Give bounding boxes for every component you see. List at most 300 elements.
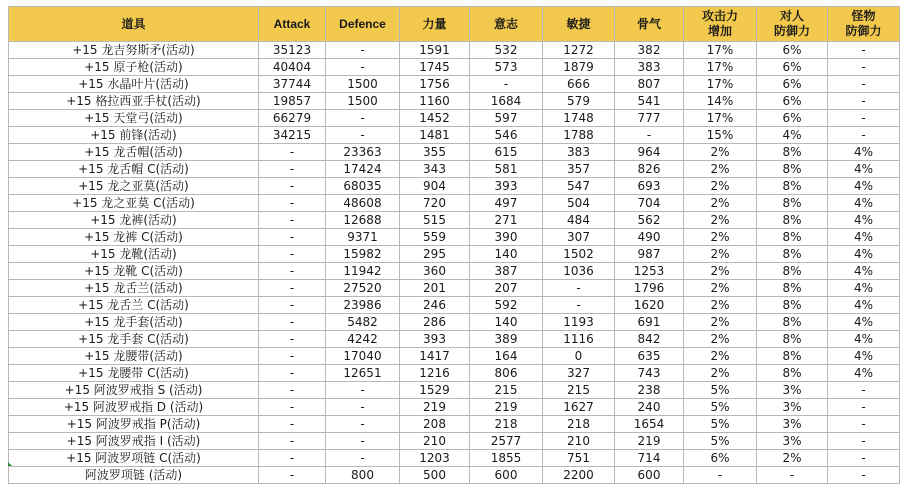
cell-attack[interactable]: - <box>259 450 326 467</box>
cell-will[interactable]: 218 <box>470 416 543 433</box>
cell-pvp-defence[interactable]: 2% <box>757 450 828 467</box>
table-row <box>9 348 900 365</box>
cell-monster-defence[interactable]: - <box>828 416 900 433</box>
cell-strength[interactable]: 393 <box>400 331 470 348</box>
table-row <box>9 297 900 314</box>
cell-will[interactable]: 390 <box>470 229 543 246</box>
cell-attack-increase[interactable]: 17% <box>684 110 757 127</box>
cell-item[interactable]: +15 龙靴(活动) <box>9 246 259 263</box>
cell-agility[interactable]: 1272 <box>543 42 615 59</box>
cell-will[interactable]: 1684 <box>470 93 543 110</box>
cell-pvp-defence[interactable]: 6% <box>757 93 828 110</box>
cell-agility[interactable]: - <box>543 297 615 314</box>
cell-spirit[interactable]: 238 <box>615 382 684 399</box>
cell-will[interactable]: 393 <box>470 178 543 195</box>
cell-attack-increase[interactable]: 17% <box>684 42 757 59</box>
cell-spirit[interactable]: 562 <box>615 212 684 229</box>
cell-spirit[interactable]: 693 <box>615 178 684 195</box>
cell-will[interactable]: 389 <box>470 331 543 348</box>
table-row <box>9 127 900 144</box>
cell-item[interactable]: +15 阿波罗戒指 S (活动) <box>9 382 259 399</box>
cell-attack[interactable]: 40404 <box>259 59 326 76</box>
cell-attack[interactable]: 35123 <box>259 42 326 59</box>
header-monster-defence[interactable] <box>828 7 900 42</box>
header-agility[interactable] <box>543 7 615 42</box>
cell-pvp-defence[interactable]: 3% <box>757 416 828 433</box>
cell-spirit[interactable]: 1796 <box>615 280 684 297</box>
cell-item[interactable]: +15 龙舌兰 C(活动) <box>9 297 259 314</box>
cell-item[interactable]: +15 龙腰带(活动) <box>9 348 259 365</box>
cell-item[interactable]: +15 龙舌兰(活动) <box>9 280 259 297</box>
table-row <box>9 263 900 280</box>
cell-monster-defence[interactable]: - <box>828 450 900 467</box>
cell-agility[interactable]: 1879 <box>543 59 615 76</box>
cell-pvp-defence[interactable]: 8% <box>757 348 828 365</box>
cell-strength[interactable]: 1745 <box>400 59 470 76</box>
cell-strength[interactable]: 295 <box>400 246 470 263</box>
cell-attack-increase[interactable]: 2% <box>684 195 757 212</box>
cell-pvp-defence[interactable]: 6% <box>757 76 828 93</box>
cell-item[interactable]: +15 龙之亚莫(活动) <box>9 178 259 195</box>
cell-spirit[interactable]: 743 <box>615 365 684 382</box>
cell-attack[interactable]: - <box>259 433 326 450</box>
header-label: 对人 <box>779 9 804 23</box>
cell-strength[interactable]: 1529 <box>400 382 470 399</box>
cell-defence[interactable]: - <box>326 433 400 450</box>
header-defence[interactable] <box>326 7 400 42</box>
cell-pvp-defence[interactable]: 8% <box>757 331 828 348</box>
cell-attack-increase[interactable]: 2% <box>684 178 757 195</box>
cell-defence[interactable]: - <box>326 59 400 76</box>
cell-agility[interactable]: 357 <box>543 161 615 178</box>
cell-strength[interactable]: 219 <box>400 399 470 416</box>
cell-strength[interactable]: 1216 <box>400 365 470 382</box>
cell-spirit[interactable]: 691 <box>615 314 684 331</box>
header-item[interactable] <box>9 7 259 42</box>
cell-will[interactable]: 546 <box>470 127 543 144</box>
cell-agility[interactable]: 2200 <box>543 467 615 484</box>
cell-agility[interactable]: 579 <box>543 93 615 110</box>
cell-item[interactable]: +15 阿波罗戒指 P(活动) <box>9 416 259 433</box>
cell-attack[interactable]: - <box>259 229 326 246</box>
cell-attack[interactable]: - <box>259 280 326 297</box>
cell-monster-defence[interactable]: - <box>828 399 900 416</box>
cell-agility[interactable]: 215 <box>543 382 615 399</box>
cell-will[interactable]: 532 <box>470 42 543 59</box>
cell-monster-defence[interactable]: 4% <box>828 331 900 348</box>
cell-pvp-defence[interactable]: 3% <box>757 433 828 450</box>
cell-defence[interactable]: 23363 <box>326 144 400 161</box>
cell-spirit[interactable]: 1654 <box>615 416 684 433</box>
cell-item[interactable]: +15 天堂弓(活动) <box>9 110 259 127</box>
cell-will[interactable]: 581 <box>470 161 543 178</box>
cell-will[interactable]: 207 <box>470 280 543 297</box>
cell-attack[interactable]: - <box>259 467 326 484</box>
table-row <box>9 144 900 161</box>
cell-strength[interactable]: 360 <box>400 263 470 280</box>
table-row <box>9 399 900 416</box>
cell-agility[interactable]: 1627 <box>543 399 615 416</box>
cell-will[interactable]: 140 <box>470 314 543 331</box>
cell-pvp-defence[interactable]: 8% <box>757 144 828 161</box>
cell-attack-increase[interactable]: 15% <box>684 127 757 144</box>
cell-pvp-defence[interactable]: 6% <box>757 42 828 59</box>
cell-pvp-defence[interactable]: 4% <box>757 127 828 144</box>
cell-defence[interactable]: 1500 <box>326 76 400 93</box>
cell-item[interactable]: +15 龙靴 C(活动) <box>9 263 259 280</box>
cell-agility[interactable]: 1502 <box>543 246 615 263</box>
cell-item[interactable]: 阿波罗项链 (活动) <box>9 467 259 484</box>
cell-strength[interactable]: 1203 <box>400 450 470 467</box>
cell-spirit[interactable]: 1253 <box>615 263 684 280</box>
cell-agility[interactable]: 484 <box>543 212 615 229</box>
cell-attack[interactable]: - <box>259 331 326 348</box>
cell-attack[interactable]: - <box>259 178 326 195</box>
cell-attack-increase[interactable]: 17% <box>684 76 757 93</box>
cell-agility[interactable]: 383 <box>543 144 615 161</box>
header-spirit[interactable] <box>615 7 684 42</box>
cell-spirit[interactable]: 987 <box>615 246 684 263</box>
cell-item[interactable]: +15 龙之亚莫 C(活动) <box>9 195 259 212</box>
cell-strength[interactable]: 286 <box>400 314 470 331</box>
cell-will[interactable]: 164 <box>470 348 543 365</box>
cell-will[interactable]: 219 <box>470 399 543 416</box>
cell-attack-increase[interactable]: 5% <box>684 382 757 399</box>
cell-monster-defence[interactable]: - <box>828 93 900 110</box>
cell-defence[interactable]: - <box>326 399 400 416</box>
cell-monster-defence[interactable]: 4% <box>828 297 900 314</box>
cell-monster-defence[interactable]: - <box>828 467 900 484</box>
cell-spirit[interactable]: 842 <box>615 331 684 348</box>
cell-item[interactable]: +15 龙吉努斯矛(活动) <box>9 42 259 59</box>
cell-spirit[interactable]: 219 <box>615 433 684 450</box>
header-sublabel: 防御力 <box>773 24 810 38</box>
cell-strength[interactable]: 1756 <box>400 76 470 93</box>
cell-item[interactable]: +15 龙手套(活动) <box>9 314 259 331</box>
cell-agility[interactable]: 666 <box>543 76 615 93</box>
cell-item[interactable]: +15 龙裤(活动) <box>9 212 259 229</box>
cell-attack-increase[interactable]: - <box>684 467 757 484</box>
cell-item[interactable]: +15 前锋(活动) <box>9 127 259 144</box>
cell-agility[interactable]: 1193 <box>543 314 615 331</box>
cell-agility[interactable]: 210 <box>543 433 615 450</box>
cell-item[interactable]: +15 阿波罗项链 C(活动) <box>9 450 259 467</box>
cell-attack[interactable]: - <box>259 263 326 280</box>
cell-attack-increase[interactable]: 2% <box>684 280 757 297</box>
table-row <box>9 382 900 399</box>
cell-pvp-defence[interactable]: 3% <box>757 399 828 416</box>
header-will[interactable] <box>470 7 543 42</box>
cell-monster-defence[interactable]: 4% <box>828 212 900 229</box>
header-label: 敏捷 <box>566 16 591 31</box>
cell-monster-defence[interactable]: 4% <box>828 229 900 246</box>
cell-pvp-defence[interactable]: 8% <box>757 229 828 246</box>
table-row <box>9 229 900 246</box>
cell-agility[interactable]: 307 <box>543 229 615 246</box>
cell-defence[interactable]: 11942 <box>326 263 400 280</box>
cell-will[interactable]: 2577 <box>470 433 543 450</box>
cell-attack[interactable]: - <box>259 246 326 263</box>
table-row <box>9 110 900 127</box>
cell-pvp-defence[interactable]: 8% <box>757 365 828 382</box>
cell-attack-increase[interactable]: 2% <box>684 314 757 331</box>
cell-attack-increase[interactable]: 5% <box>684 416 757 433</box>
cell-attack-increase[interactable]: 5% <box>684 433 757 450</box>
cell-spirit[interactable]: 964 <box>615 144 684 161</box>
cell-will[interactable]: 271 <box>470 212 543 229</box>
cell-monster-defence[interactable]: 4% <box>828 246 900 263</box>
cell-item[interactable]: +15 阿波罗戒指 D (活动) <box>9 399 259 416</box>
cell-agility[interactable]: 1036 <box>543 263 615 280</box>
table-row <box>9 450 900 467</box>
cell-pvp-defence[interactable]: 8% <box>757 178 828 195</box>
cell-pvp-defence[interactable]: 8% <box>757 297 828 314</box>
cell-monster-defence[interactable]: - <box>828 59 900 76</box>
cell-agility[interactable]: - <box>543 280 615 297</box>
cell-attack[interactable]: - <box>259 297 326 314</box>
cell-attack-increase[interactable]: 2% <box>684 348 757 365</box>
cell-will[interactable]: - <box>470 76 543 93</box>
cell-strength[interactable]: 343 <box>400 161 470 178</box>
cell-item[interactable]: +15 龙手套 C(活动) <box>9 331 259 348</box>
cell-spirit[interactable]: 1620 <box>615 297 684 314</box>
cell-pvp-defence[interactable]: 8% <box>757 280 828 297</box>
cell-strength[interactable]: 1452 <box>400 110 470 127</box>
cell-will[interactable]: 497 <box>470 195 543 212</box>
cell-monster-defence[interactable]: 4% <box>828 348 900 365</box>
cell-strength[interactable]: 515 <box>400 212 470 229</box>
cell-strength[interactable]: 720 <box>400 195 470 212</box>
cell-attack-increase[interactable]: 5% <box>684 399 757 416</box>
cell-defence[interactable]: 68035 <box>326 178 400 195</box>
cell-pvp-defence[interactable]: - <box>757 467 828 484</box>
cell-will[interactable]: 140 <box>470 246 543 263</box>
table-row <box>9 331 900 348</box>
cell-will[interactable]: 1855 <box>470 450 543 467</box>
table-row <box>9 416 900 433</box>
table-row <box>9 59 900 76</box>
cell-item[interactable]: +15 水晶叶片(活动) <box>9 76 259 93</box>
cell-will[interactable]: 806 <box>470 365 543 382</box>
cell-defence[interactable]: - <box>326 416 400 433</box>
table-row <box>9 280 900 297</box>
cell-monster-defence[interactable]: 4% <box>828 263 900 280</box>
cell-spirit[interactable]: 240 <box>615 399 684 416</box>
cell-agility[interactable]: 1788 <box>543 127 615 144</box>
table-row <box>9 178 900 195</box>
cell-defence[interactable]: 4242 <box>326 331 400 348</box>
cell-agility[interactable]: 1116 <box>543 331 615 348</box>
cell-monster-defence[interactable]: 4% <box>828 178 900 195</box>
cell-spirit[interactable]: 383 <box>615 59 684 76</box>
table-row <box>9 314 900 331</box>
cell-spirit[interactable]: 600 <box>615 467 684 484</box>
cell-strength[interactable]: 500 <box>400 467 470 484</box>
cell-attack[interactable]: 34215 <box>259 127 326 144</box>
cell-strength[interactable]: 355 <box>400 144 470 161</box>
cell-defence[interactable]: - <box>326 110 400 127</box>
cell-defence[interactable]: 5482 <box>326 314 400 331</box>
cell-pvp-defence[interactable]: 6% <box>757 110 828 127</box>
cell-monster-defence[interactable]: 4% <box>828 144 900 161</box>
cell-agility[interactable]: 327 <box>543 365 615 382</box>
cell-attack[interactable]: - <box>259 144 326 161</box>
cell-defence[interactable]: - <box>326 42 400 59</box>
cell-attack-increase[interactable]: 14% <box>684 93 757 110</box>
cell-strength[interactable]: 208 <box>400 416 470 433</box>
cell-defence[interactable]: 12688 <box>326 212 400 229</box>
cell-item[interactable]: +15 格拉西亚手杖(活动) <box>9 93 259 110</box>
cell-attack[interactable]: - <box>259 195 326 212</box>
cell-pvp-defence[interactable]: 8% <box>757 263 828 280</box>
cell-defence[interactable]: 1500 <box>326 93 400 110</box>
header-label: 意志 <box>493 16 518 31</box>
cell-will[interactable]: 215 <box>470 382 543 399</box>
cell-monster-defence[interactable]: - <box>828 42 900 59</box>
cell-attack-increase[interactable]: 2% <box>684 144 757 161</box>
header-pvp-defence[interactable] <box>757 7 828 42</box>
cell-attack-increase[interactable]: 17% <box>684 59 757 76</box>
cell-defence[interactable]: - <box>326 450 400 467</box>
header-sublabel: 防御力 <box>845 24 882 38</box>
cell-pvp-defence[interactable]: 8% <box>757 161 828 178</box>
cell-agility[interactable]: 547 <box>543 178 615 195</box>
cell-strength[interactable]: 210 <box>400 433 470 450</box>
cell-defence[interactable]: 15982 <box>326 246 400 263</box>
cell-attack[interactable]: - <box>259 399 326 416</box>
cell-attack[interactable]: - <box>259 365 326 382</box>
cell-defence[interactable]: 48608 <box>326 195 400 212</box>
cell-strength[interactable]: 904 <box>400 178 470 195</box>
cell-attack-increase[interactable]: 2% <box>684 161 757 178</box>
cell-attack[interactable]: - <box>259 348 326 365</box>
cell-defence[interactable]: 23986 <box>326 297 400 314</box>
cell-monster-defence[interactable]: - <box>828 127 900 144</box>
cell-monster-defence[interactable]: 4% <box>828 280 900 297</box>
cell-agility[interactable]: 1748 <box>543 110 615 127</box>
cell-attack[interactable]: - <box>259 382 326 399</box>
cell-defence[interactable]: 12651 <box>326 365 400 382</box>
header-label: 怪物 <box>851 9 876 23</box>
cell-will[interactable]: 615 <box>470 144 543 161</box>
cell-will[interactable]: 600 <box>470 467 543 484</box>
cell-monster-defence[interactable]: 4% <box>828 365 900 382</box>
cell-spirit[interactable]: 826 <box>615 161 684 178</box>
cell-monster-defence[interactable]: 4% <box>828 195 900 212</box>
cell-spirit[interactable]: 777 <box>615 110 684 127</box>
cell-attack[interactable]: - <box>259 416 326 433</box>
cell-item[interactable]: +15 龙裤 C(活动) <box>9 229 259 246</box>
cell-defence[interactable]: 17424 <box>326 161 400 178</box>
cell-pvp-defence[interactable]: 8% <box>757 212 828 229</box>
cell-item[interactable]: +15 龙舌帽 C(活动) <box>9 161 259 178</box>
header-attack-increase[interactable] <box>684 7 757 42</box>
cell-spirit[interactable]: 807 <box>615 76 684 93</box>
header-label: 道具 <box>121 16 146 31</box>
cell-pvp-defence[interactable]: 8% <box>757 246 828 263</box>
header-strength[interactable] <box>400 7 470 42</box>
cell-spirit[interactable]: 490 <box>615 229 684 246</box>
cell-strength[interactable]: 1417 <box>400 348 470 365</box>
cell-spirit[interactable]: 382 <box>615 42 684 59</box>
cell-item[interactable]: +15 龙腰带 C(活动) <box>9 365 259 382</box>
cell-attack-increase[interactable]: 2% <box>684 297 757 314</box>
cell-monster-defence[interactable]: - <box>828 382 900 399</box>
cell-attack-increase[interactable]: 2% <box>684 263 757 280</box>
cell-agility[interactable]: 751 <box>543 450 615 467</box>
cell-pvp-defence[interactable]: 8% <box>757 195 828 212</box>
cell-monster-defence[interactable]: - <box>828 76 900 93</box>
cell-attack[interactable]: - <box>259 212 326 229</box>
cell-defence[interactable]: 27520 <box>326 280 400 297</box>
cell-agility[interactable]: 504 <box>543 195 615 212</box>
cell-defence[interactable]: - <box>326 382 400 399</box>
header-label: Attack <box>273 16 311 31</box>
cell-strength[interactable]: 1591 <box>400 42 470 59</box>
cell-monster-defence[interactable]: - <box>828 433 900 450</box>
cell-attack-increase[interactable]: 2% <box>684 229 757 246</box>
table-row <box>9 433 900 450</box>
cell-attack-increase[interactable]: 2% <box>684 365 757 382</box>
cell-strength[interactable]: 1481 <box>400 127 470 144</box>
cell-attack-increase[interactable]: 6% <box>684 450 757 467</box>
cell-attack-increase[interactable]: 2% <box>684 246 757 263</box>
cell-will[interactable]: 387 <box>470 263 543 280</box>
cell-defence[interactable]: 9371 <box>326 229 400 246</box>
cell-monster-defence[interactable]: 4% <box>828 161 900 178</box>
cell-attack[interactable]: - <box>259 161 326 178</box>
header-label: Defence <box>339 16 386 31</box>
cell-pvp-defence[interactable]: 8% <box>757 314 828 331</box>
cell-attack[interactable]: 19857 <box>259 93 326 110</box>
cell-strength[interactable]: 246 <box>400 297 470 314</box>
cell-attack[interactable]: - <box>259 314 326 331</box>
cell-attack[interactable]: 66279 <box>259 110 326 127</box>
cell-strength[interactable]: 1160 <box>400 93 470 110</box>
cell-agility[interactable]: 0 <box>543 348 615 365</box>
cell-defence[interactable]: 17040 <box>326 348 400 365</box>
header-attack[interactable] <box>259 7 326 42</box>
item-stats-table <box>8 6 900 484</box>
cell-attack[interactable]: 37744 <box>259 76 326 93</box>
cell-pvp-defence[interactable]: 3% <box>757 382 828 399</box>
cell-strength[interactable]: 201 <box>400 280 470 297</box>
cell-pvp-defence[interactable]: 6% <box>757 59 828 76</box>
cell-attack-increase[interactable]: 2% <box>684 331 757 348</box>
cell-item[interactable]: +15 原子枪(活动) <box>9 59 259 76</box>
cell-agility[interactable]: 218 <box>543 416 615 433</box>
cell-will[interactable]: 597 <box>470 110 543 127</box>
cell-spirit[interactable]: 635 <box>615 348 684 365</box>
table-row <box>9 212 900 229</box>
cell-monster-defence[interactable]: - <box>828 110 900 127</box>
cell-will[interactable]: 592 <box>470 297 543 314</box>
cell-item[interactable]: +15 阿波罗戒指 I (活动) <box>9 433 259 450</box>
cell-defence[interactable]: - <box>326 127 400 144</box>
cell-monster-defence[interactable]: 4% <box>828 314 900 331</box>
cell-spirit[interactable]: 704 <box>615 195 684 212</box>
table-row <box>9 467 900 484</box>
cell-item[interactable]: +15 龙舌帽(活动) <box>9 144 259 161</box>
cell-spirit[interactable]: 714 <box>615 450 684 467</box>
cell-defence[interactable]: 800 <box>326 467 400 484</box>
cell-attack-increase[interactable]: 2% <box>684 212 757 229</box>
cell-spirit[interactable]: - <box>615 127 684 144</box>
cell-will[interactable]: 573 <box>470 59 543 76</box>
cell-strength[interactable]: 559 <box>400 229 470 246</box>
cell-spirit[interactable]: 541 <box>615 93 684 110</box>
header-sublabel: 增加 <box>707 24 732 38</box>
